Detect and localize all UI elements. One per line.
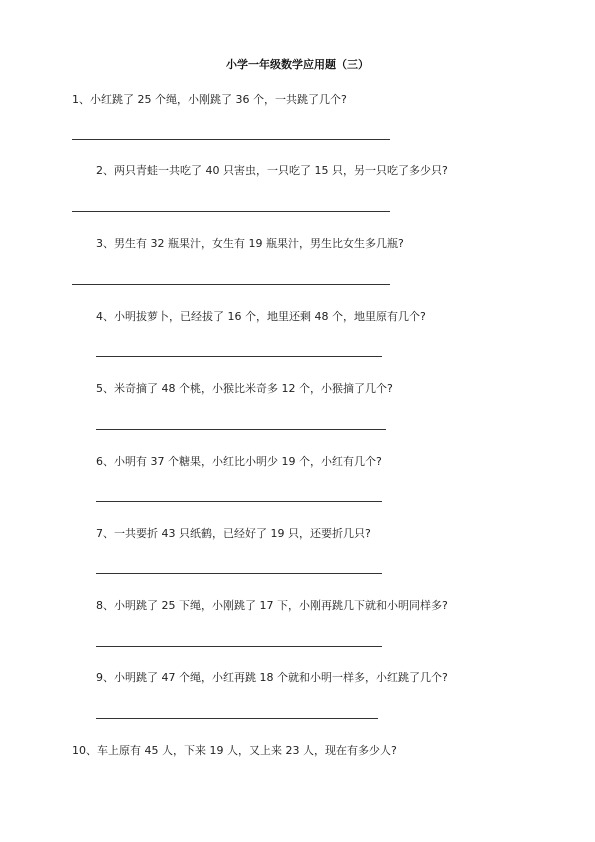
question-6: 6、小明有 37 个糖果，小红比小明少 19 个，小红有几个? (96, 455, 382, 468)
question-5: 5、米奇摘了 48 个桃，小猴比米奇多 12 个，小猴摘了几个? (96, 382, 393, 395)
question-3: 3、男生有 32 瓶果汁，女生有 19 瓶果汁，男生比女生多几瓶? (96, 237, 404, 250)
question-2: 2、两只青蛙一共吃了 40 只害虫，一只吃了 15 只，另一只吃了多少只? (96, 164, 448, 177)
answer-line-8[interactable] (96, 646, 382, 647)
question-4: 4、小明拔萝卜，已经拔了 16 个，地里还剩 48 个，地里原有几个? (96, 310, 426, 323)
question-10: 10、车上原有 45 人，下来 19 人，又上来 23 人，现在有多少人? (72, 744, 397, 757)
answer-line-2[interactable] (72, 211, 390, 212)
worksheet-title: 小学一年级数学应用题（三） (226, 58, 369, 71)
answer-line-3[interactable] (72, 284, 390, 285)
question-8: 8、小明跳了 25 下绳，小刚跳了 17 下，小刚再跳几下就和小明同样多? (96, 599, 448, 612)
answer-line-1[interactable] (72, 139, 390, 140)
question-9: 9、小明跳了 47 个绳，小红再跳 18 个就和小明一样多，小红跳了几个? (96, 671, 448, 684)
question-7: 7、一共要折 43 只纸鹤，已经好了 19 只，还要折几只? (96, 527, 371, 540)
question-1: 1、小红跳了 25 个绳，小刚跳了 36 个，一共跳了几个? (72, 93, 347, 106)
answer-line-9[interactable] (96, 718, 378, 719)
answer-line-4[interactable] (96, 356, 382, 357)
answer-line-7[interactable] (96, 573, 382, 574)
answer-line-6[interactable] (96, 501, 382, 502)
answer-line-5[interactable] (96, 429, 386, 430)
